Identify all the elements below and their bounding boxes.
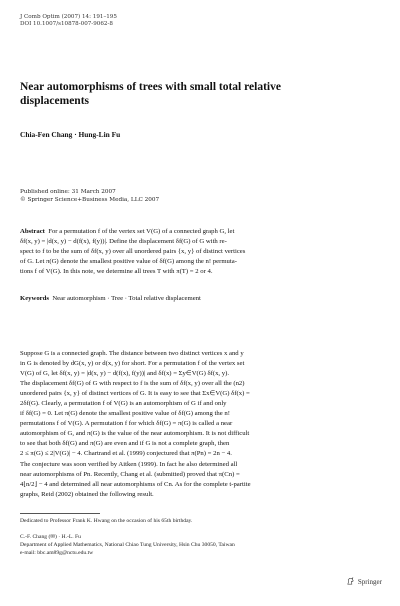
affiliation-department: Department of Applied Mathematics, National Chiao Tung University, Hsin Chu 30050, Taiwan xyxy=(20,542,235,549)
springer-horse-icon xyxy=(346,577,355,586)
abstract xyxy=(20,227,380,277)
body-line: if δf(G) = 0. Let π(G) denote the smallest positive value of δf(G) among the n! xyxy=(20,410,230,418)
abstract-line: For a permutation f of the vertex set V(G) of a connected graph G, let xyxy=(48,228,235,235)
keywords-label: Keywords xyxy=(20,295,49,302)
abstract-label: Abstract xyxy=(20,228,45,235)
keywords-text: Near automorphism · Tree · Total relative displacement xyxy=(52,295,201,302)
abstract-line: of G. Let π(G) denote the smallest positive value of δf(G) among the n! permuta- xyxy=(20,258,237,266)
affiliation-authors: C.-F. Chang (✉) · H.-L. Fu xyxy=(20,534,81,540)
author-list: Chia-Fen Chang · Hung-Lin Fu xyxy=(20,130,121,139)
body-line: 2δf(G). Clearly, a permutation f of V(G) is an automorphism of G if and only xyxy=(20,400,227,408)
body-line: in G is denoted by dG(x, y) or d(x, y) for short. For a permutation f of the vertex set xyxy=(20,360,245,368)
publisher-name: Springer xyxy=(357,577,382,586)
publisher-logo xyxy=(346,577,382,586)
title-line-1: Near automorphisms of trees with small total relative xyxy=(20,81,281,93)
body-line: The conjecture was soon verified by Aitken (1999). In fact he also determined all xyxy=(20,460,238,468)
footnote-rule xyxy=(20,513,100,514)
keywords xyxy=(20,294,380,304)
body-line: near automorphisms of Pn. Recently, Chang et al. (submitted) proved that π(Cn) = xyxy=(20,470,240,478)
body-line: graphs, Reid (2002) obtained the following result. xyxy=(20,490,154,498)
dedication-footnote: Dedicated to Professor Frank K. Hwang on the occasion of his 65th birthday. xyxy=(20,518,193,524)
title-line-2: displacements xyxy=(20,95,89,107)
body-line: 2 ≤ π(G) ≤ 2|V(G)| − 4. Chartrand et al. (1999) conjectured that π(Pn) = 2n − 4. xyxy=(20,450,232,458)
body-line: The displacement δf(G) of G with respect to f is the sum of δf(x, y) over all the (n2) xyxy=(20,380,245,388)
doi-link[interactable]: DOI 10.1007/s10878-007-9062-8 xyxy=(20,21,113,28)
introduction-text xyxy=(20,349,380,500)
abstract-line: δf(x, y) = |d(x, y) − d(f(x), f(y))|. Define the displacement δf(G) of G with re- xyxy=(20,238,227,246)
abstract-line: tions f of V(G). In this note, we determine all trees T with π(T) = 2 or 4. xyxy=(20,268,213,276)
body-line: V(G) of G, let δf(x, y) = |d(x, y) − d(f(x), f(y))| and δf(x) = Σy∈V(G) δf(x, y). xyxy=(20,370,230,378)
body-line: automorphism of G, and π(G) is the value of the near automorphism. It is not difficult xyxy=(20,430,250,438)
publication-info xyxy=(20,188,159,204)
body-line: permutations f of V(G). A permutation f for which δf(G) = π(G) is called a near xyxy=(20,420,233,428)
published-date: Published online: 31 March 2007 xyxy=(20,189,116,195)
author-affiliation xyxy=(20,533,235,557)
paper-title xyxy=(20,80,350,108)
copyright-notice: © Springer Science+Business Media, LLC 2007 xyxy=(20,197,160,203)
author-email[interactable]: e-mail: bbc.am89g@nctu.edu.tw xyxy=(20,550,94,557)
journal-header xyxy=(20,14,117,28)
body-line: unordered pairs {x, y} of distinct vertices of G. It is easy to see that Σx∈V(G) δf(x) = xyxy=(20,390,250,398)
body-line: Suppose G is a connected graph. The distance between two distinct vertices x and y xyxy=(20,350,244,357)
body-line: to see that both δf(G) and π(G) are even and if G is not a complete graph, then xyxy=(20,440,230,448)
abstract-line: spect to f to be the sum of δf(x, y) over all unordered pairs {x, y} of distinct vertices xyxy=(20,248,246,256)
body-line: 4⌊n/2⌋ − 4 and determined all near automorphisms of Cn. As for the complete t-partite xyxy=(20,480,251,488)
journal-citation: J Comb Optim (2007) 14: 191–195 xyxy=(20,14,117,20)
